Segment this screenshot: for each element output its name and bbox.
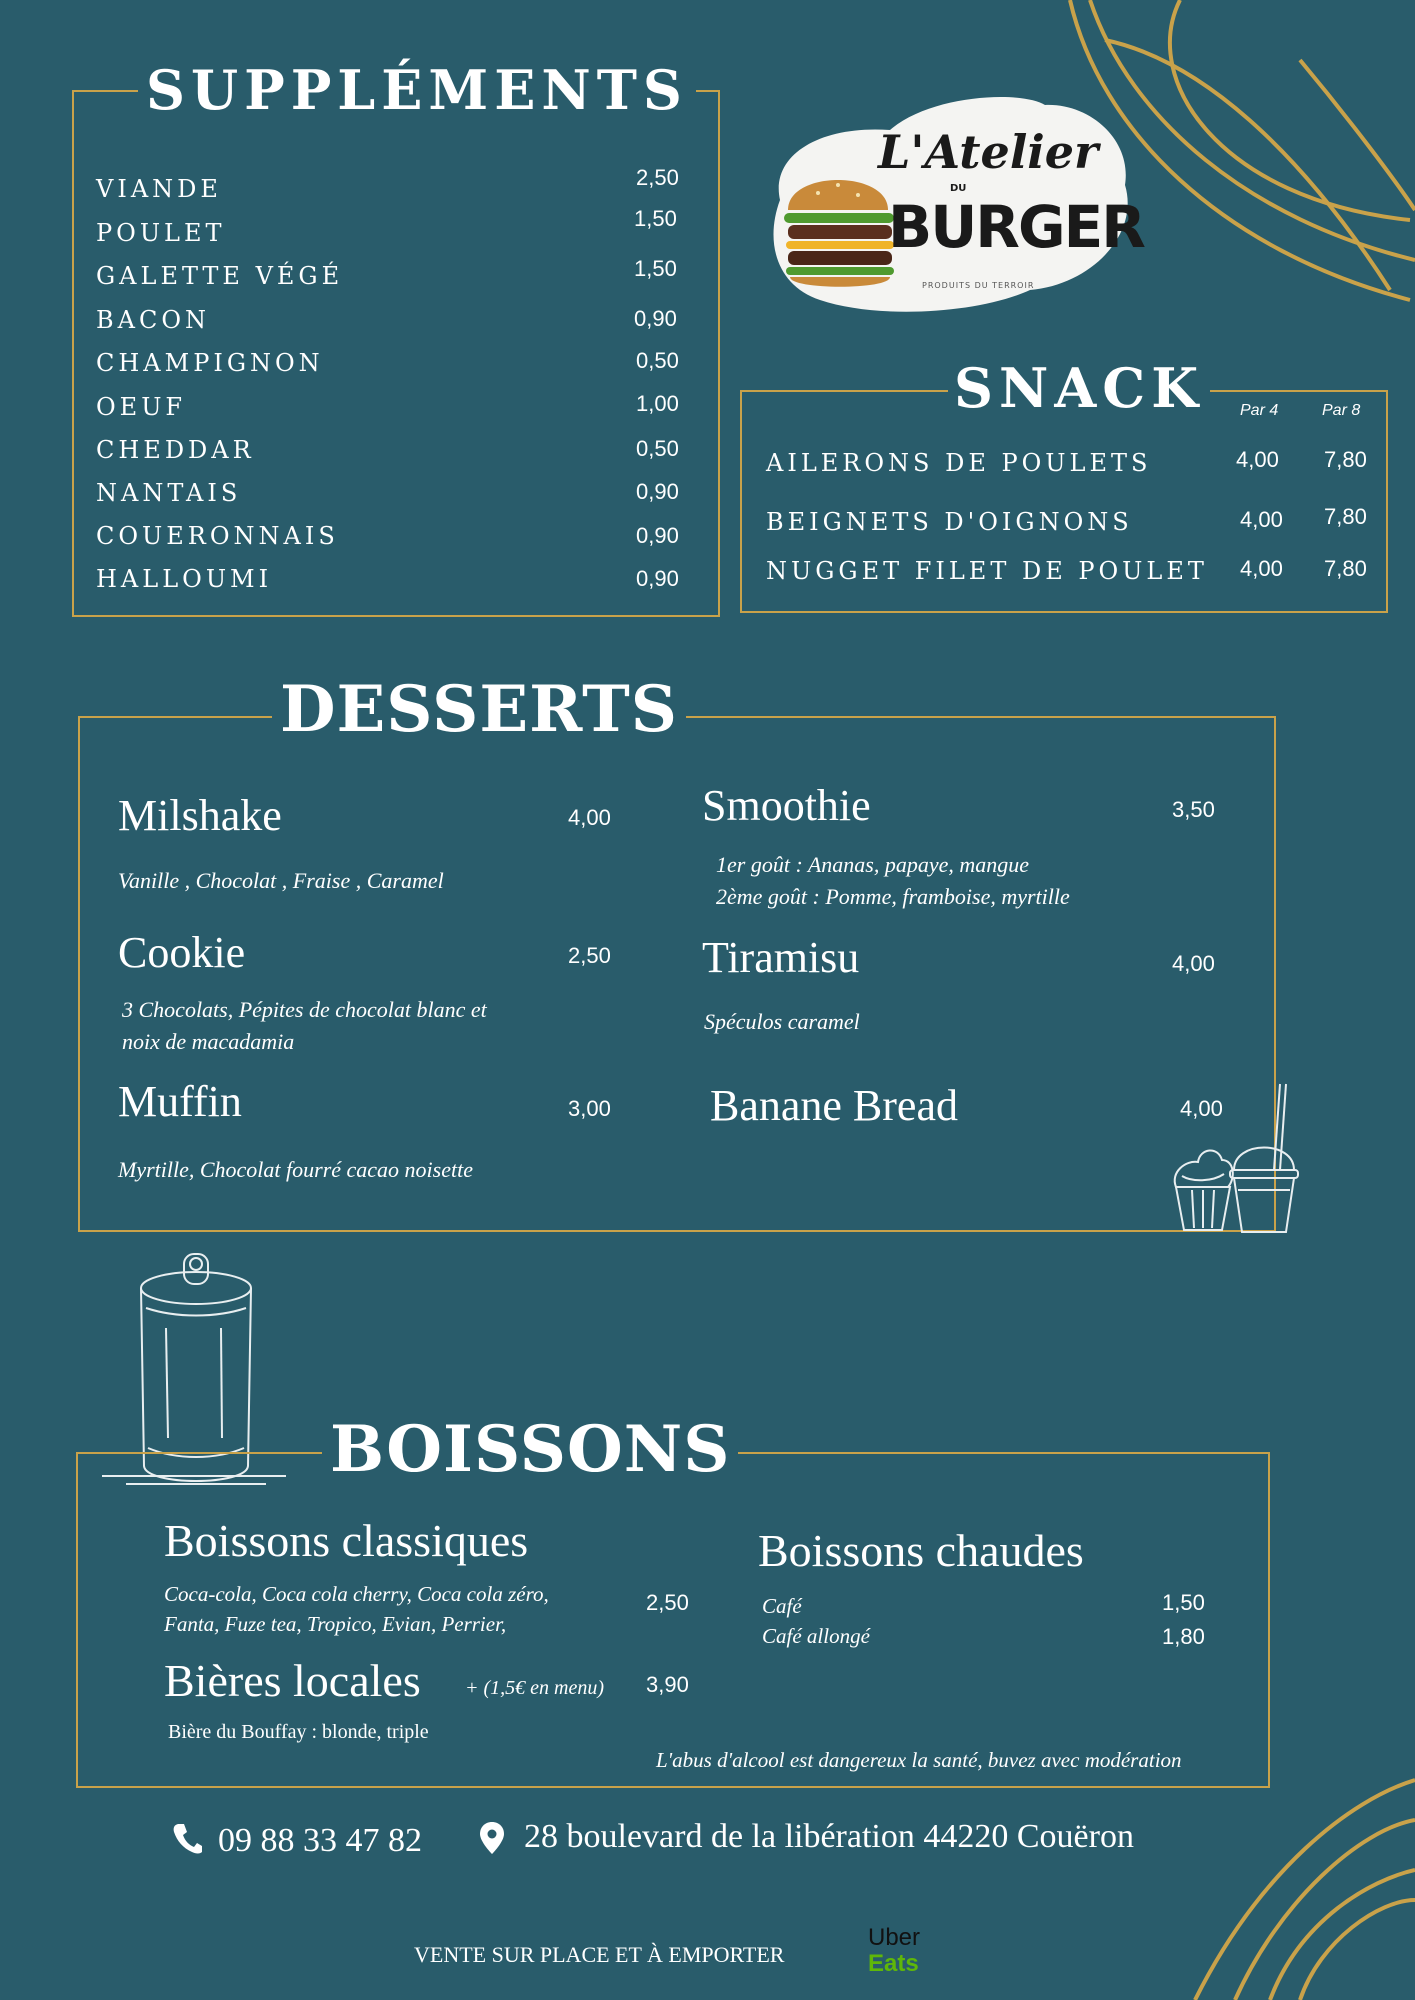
dessert-price: 4,00 [1172,951,1215,976]
dessert-price: 4,00 [568,805,611,830]
dessert-name: Tiramisu [702,933,860,982]
supplement-price: 0,90 [636,479,679,504]
uber-eats-logo[interactable] [868,1925,920,1977]
drink-description: Coca-cola, Coca cola cherry, Coca cola zéro, [164,1582,549,1606]
supplement-price: 2,50 [636,165,679,190]
uber-eats-line1: Uber [868,1924,921,1951]
boissons-title: BOISSONS [322,1412,738,1487]
drink-price: 1,80 [1162,1624,1205,1649]
dessert-description: 2ème goût : Pomme, framboise, myrtille [716,884,1070,909]
snack-col-label: Par 4 [1240,402,1279,419]
supplement-name: HALLOUMI [96,565,273,593]
drink-price: 3,90 [646,1672,689,1697]
dessert-description: noix de macadamia [122,1029,295,1054]
dessert-price: 3,00 [568,1096,611,1121]
dessert-description: Vanille , Chocolat , Fraise , Caramel [118,868,444,893]
drink-suffix: + (1,5€ en menu) [465,1677,605,1699]
supplement-name: POULET [96,219,226,247]
logo-tagline: PRODUITS DU TERROIR [922,281,1035,290]
dessert-description: 3 Chocolats, Pépites de chocolat blanc et [122,997,487,1022]
supplement-price: 0,50 [636,436,679,461]
snack-name: AILERONS DE POULETS [766,449,1152,477]
supplement-name: CHAMPIGNON [96,349,324,377]
logo-line2: DU [950,183,967,194]
supplement-name: NANTAIS [96,479,242,507]
drink-cup-icon [1224,1080,1304,1240]
supplement-name: GALETTE VÉGÉ [96,262,344,290]
dessert-description: 1er goût : Ananas, papaye, mangue [716,852,1030,877]
dessert-name: Banane Bread [710,1081,958,1130]
snack-price-4: 4,00 [1236,447,1279,472]
phone-icon [172,1822,202,1854]
dessert-description: Myrtille, Chocolat fourré cacao noisette [118,1157,473,1182]
dessert-description: Spéculos caramel [704,1009,860,1034]
supplement-price: 1,00 [636,391,679,416]
snack-name: BEIGNETS D'OIGNONS [766,508,1133,536]
drink-description: Bière du Bouffay : blonde, triple [168,1721,429,1743]
dessert-price: 4,00 [1180,1096,1223,1121]
snack-col-label: Par 8 [1322,402,1361,419]
logo-line3: BURGER [888,193,1144,261]
snack-price-4: 4,00 [1240,556,1283,581]
uber-eats-line2: Eats [868,1950,919,1977]
supplement-price: 0,90 [636,523,679,548]
dessert-price: 2,50 [568,943,611,968]
supplements-title: SUPPLÉMENTS [138,58,696,122]
address[interactable]: 28 boulevard de la libération 44220 Couëron [524,1818,1134,1855]
snack-price-4: 4,00 [1240,507,1283,532]
supplement-name: VIANDE [96,175,222,203]
snack-price-8: 7,80 [1324,556,1367,581]
logo-line1: L'Atelier [878,125,1099,179]
supplement-price: 0,90 [636,566,679,591]
snack-name: NUGGET FILET DE POULET [766,557,1208,585]
location-pin-icon [480,1822,504,1854]
drink-category-name: Boissons classiques [164,1515,529,1566]
drink-description: Fanta, Fuze tea, Tropico, Evian, Perrier, [164,1612,507,1636]
dessert-name: Muffin [118,1077,242,1126]
snack-price-8: 7,80 [1324,447,1367,472]
supplement-name: BACON [96,306,211,334]
dessert-price: 3,50 [1172,797,1215,822]
drink-name: Café [762,1594,802,1618]
drink-price: 2,50 [646,1590,689,1615]
logo [760,85,1144,320]
alcohol-warning: L'abus d'alcool est dangereux la santé, buvez avec modération [656,1748,1182,1772]
supplement-name: OEUF [96,393,187,421]
drink-price: 1,50 [1162,1590,1205,1615]
dessert-name: Smoothie [702,781,871,830]
sale-mode: VENTE SUR PLACE ET À EMPORTER [414,1942,785,1967]
drink-name: Café allongé [762,1624,870,1648]
phone-number[interactable]: 09 88 33 47 82 [218,1822,422,1859]
supplement-price: 1,50 [634,256,677,281]
supplement-price: 1,50 [634,206,677,231]
dessert-name: Cookie [118,928,246,977]
drink-category-name: Bières locales [164,1655,421,1706]
supplement-price: 0,50 [636,348,679,373]
supplement-price: 0,90 [634,306,677,331]
drink-category-name: Boissons chaudes [758,1525,1084,1576]
supplement-name: COUERONNAIS [96,522,339,550]
snack-price-8: 7,80 [1324,504,1367,529]
snack-title: SNACK [948,356,1210,420]
desserts-title: DESSERTS [272,672,686,747]
dessert-name: Milshake [118,791,282,840]
supplement-name: CHEDDAR [96,436,255,464]
